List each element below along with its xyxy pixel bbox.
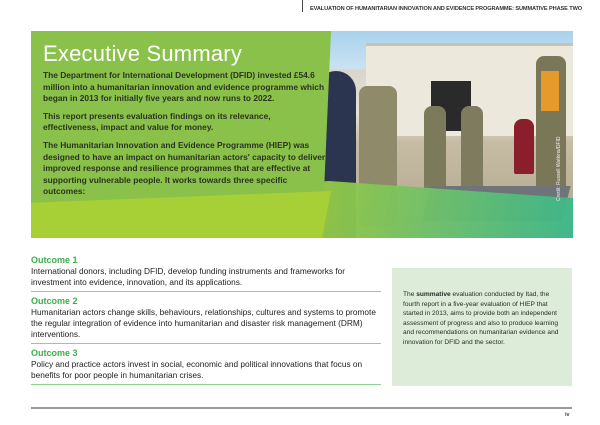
running-header: EVALUATION OF HUMANITARIAN INNOVATION AND EVIDENCE PROGRAMME: SUMMATIVE PHASE TWO	[310, 6, 582, 12]
page-title: Executive Summary	[43, 41, 243, 66]
hero-paragraph: This report presents evaluation findings on its relevance, effectiveness, impact and value for money.	[43, 110, 271, 133]
photo-life-vest	[541, 71, 559, 111]
outcome-text: Policy and practice actors invest in social, economic and political innovations that focus on benefits for poor people in humanitarian crises.	[31, 359, 363, 380]
outcome-title: Outcome 1	[31, 255, 78, 265]
page-number: iv	[565, 412, 570, 418]
outcome-item	[31, 253, 381, 292]
hero-banner	[31, 31, 573, 238]
hero-paragraph: The Humanitarian Innovation and Evidence Programme (HIEP) was designed to have an impact on humanitarian actors' capacity to deliver improved response and resilience programmes that are effective at supporting vulnerable people. It works towards three specific outcomes:	[43, 139, 326, 197]
footer-divider	[31, 407, 572, 409]
callout-text-rest: evaluation conducted by Itad, the fourth report in a five-year evaluation of HIEP that started in 2013, aims to provide both an independent assessment of progress and also to produce learning and recommendations on humanitarian evidence and innovation for DFID and the sector.	[403, 291, 559, 346]
outcomes-list	[31, 253, 381, 387]
summary-callout-box	[392, 268, 572, 386]
outcome-item	[31, 346, 381, 385]
photo-credit: Credit: Russell Watkins/DFID	[556, 136, 562, 201]
outcome-item	[31, 294, 381, 344]
hero-paragraph: The Department for International Development (DFID) invested £54.6 million into a humanitarian innovation and evidence programme which began in 2013 for initially five years and now runs to 2022.	[43, 70, 325, 104]
outcome-text: International donors, including DFID, develop funding instruments and frameworks for investment into evidence, innovation, and its applications.	[31, 266, 346, 287]
outcome-text: Humanitarian actors change skills, behaviours, relationships, cultures and systems to promote the regular integration of evidence into humanitarian and disaster risk management (DRM) interventions.	[31, 307, 376, 339]
photo-person	[514, 119, 534, 174]
callout-text-bold: summative	[416, 291, 451, 298]
callout-text-lead: The	[403, 291, 417, 298]
callout-text	[403, 290, 565, 347]
photo-person	[461, 106, 483, 191]
hero-text	[43, 41, 328, 204]
header-divider	[302, 0, 303, 12]
outcome-title: Outcome 2	[31, 296, 78, 306]
outcome-title: Outcome 3	[31, 348, 78, 358]
photo-person	[424, 106, 446, 191]
